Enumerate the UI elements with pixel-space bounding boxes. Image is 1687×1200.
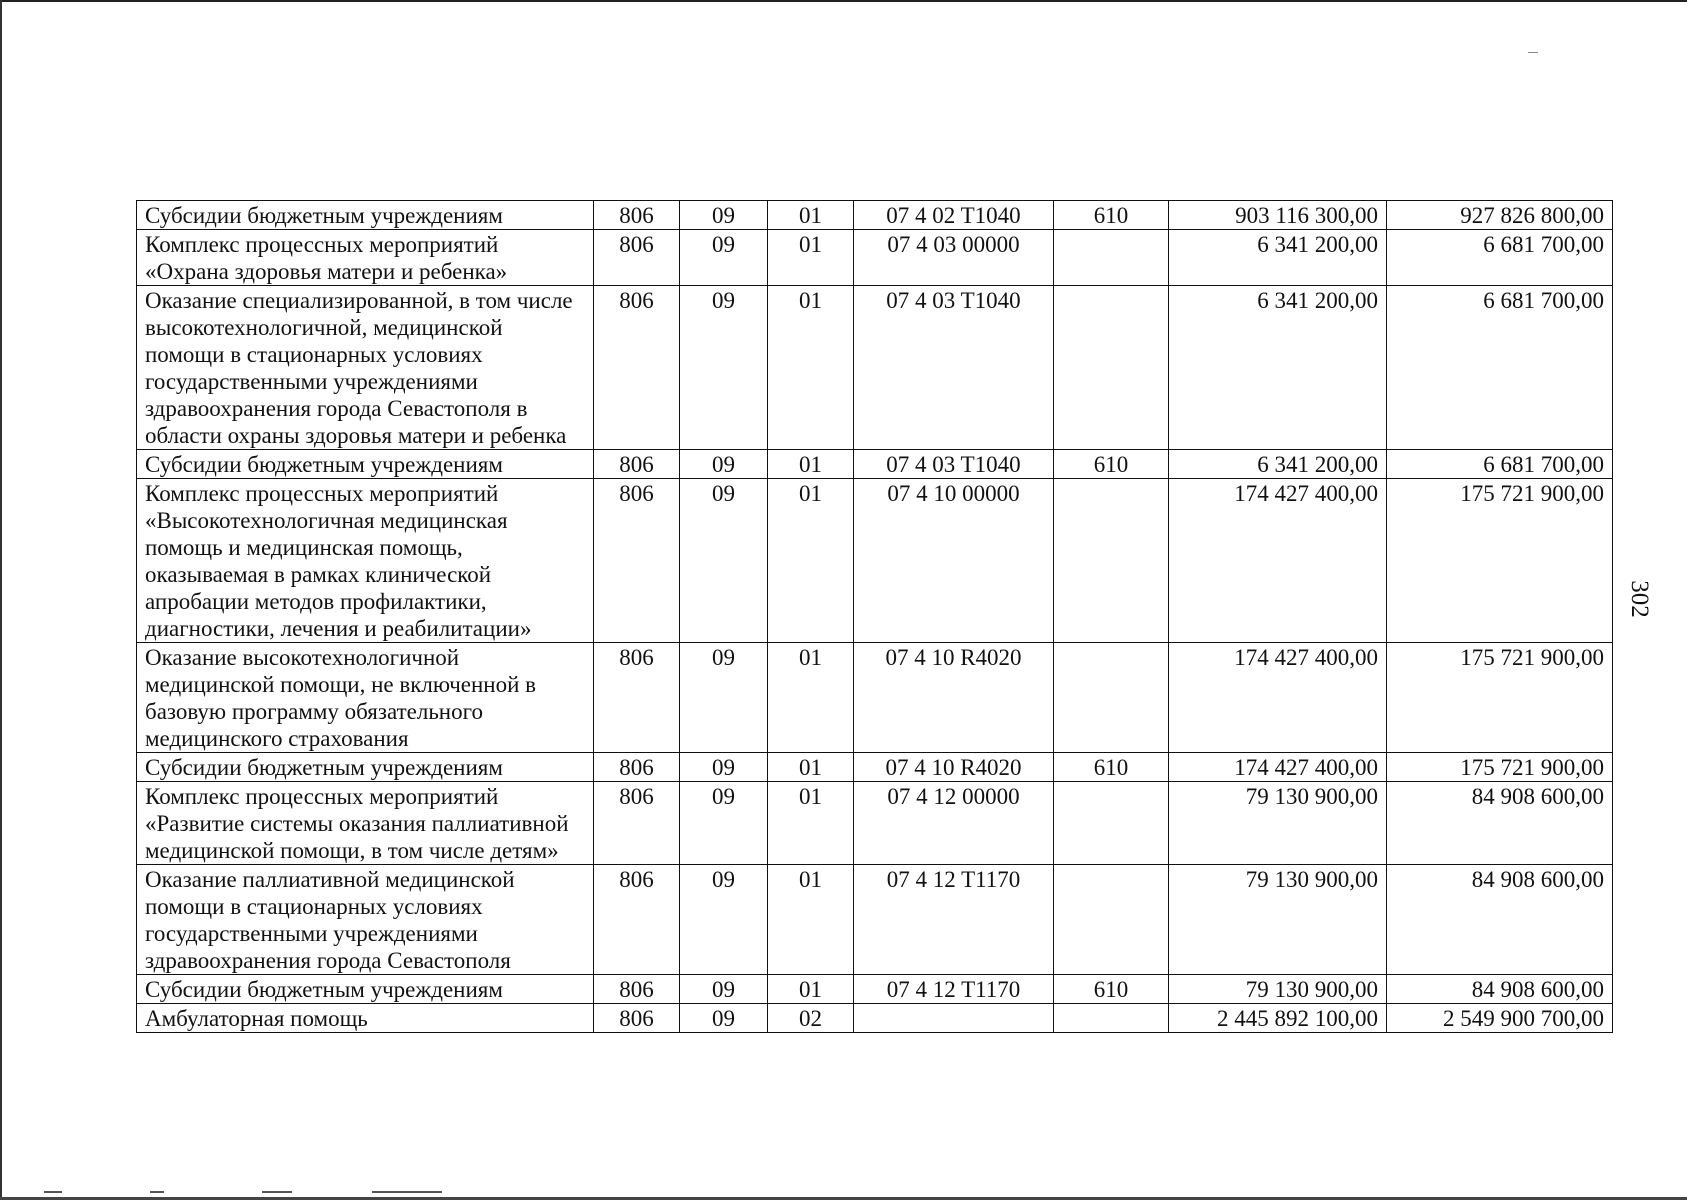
cell-amount-year-2: 6 681 700,00 [1387,450,1613,479]
cell-ministry-code: 806 [594,1004,680,1033]
cell-section: 09 [680,201,768,230]
cell-expense-type [1054,865,1169,975]
scan-mark [44,1191,62,1193]
cell-name: Субсидии бюджетным учреждениям [137,753,594,782]
cell-amount-year-2: 84 908 600,00 [1387,782,1613,865]
table-row [137,782,1613,865]
cell-amount-year-2: 84 908 600,00 [1387,865,1613,975]
cell-ministry-code: 806 [594,782,680,865]
table-row [137,450,1613,479]
cell-target-article: 07 4 12 T1170 [854,865,1054,975]
cell-subsection: 02 [768,1004,854,1033]
cell-target-article: 07 4 03 T1040 [854,286,1054,450]
cell-amount-year-2: 175 721 900,00 [1387,753,1613,782]
cell-amount-year-2: 2 549 900 700,00 [1387,1004,1613,1033]
cell-amount-year-1: 79 130 900,00 [1169,975,1387,1004]
budget-table-body [137,201,1613,1033]
cell-amount-year-1: 903 116 300,00 [1169,201,1387,230]
cell-section: 09 [680,286,768,450]
cell-subsection: 01 [768,450,854,479]
cell-ministry-code: 806 [594,201,680,230]
cell-ministry-code: 806 [594,230,680,286]
cell-expense-type [1054,479,1169,643]
cell-ministry-code: 806 [594,450,680,479]
table-row [137,643,1613,753]
cell-amount-year-1: 79 130 900,00 [1169,782,1387,865]
cell-subsection: 01 [768,643,854,753]
table-row [137,975,1613,1004]
cell-target-article: 07 4 12 T1170 [854,975,1054,1004]
cell-ministry-code: 806 [594,753,680,782]
cell-name: Субсидии бюджетным учреждениям [137,975,594,1004]
cell-expense-type [1054,782,1169,865]
cell-section: 09 [680,1004,768,1033]
cell-amount-year-1: 2 445 892 100,00 [1169,1004,1387,1033]
cell-name: Комплекс процессных мероприятий «Охрана здоровья матери и ребенка» [137,230,594,286]
cell-subsection: 01 [768,975,854,1004]
table-row [137,230,1613,286]
cell-target-article: 07 4 02 T1040 [854,201,1054,230]
table-row [137,286,1613,450]
budget-table [136,200,1613,1033]
cell-expense-type [1054,1004,1169,1033]
table-row [137,201,1613,230]
scan-mark [372,1191,442,1193]
cell-section: 09 [680,865,768,975]
cell-section: 09 [680,230,768,286]
page-top-border [0,0,1687,2]
cell-name: Комплекс процессных мероприятий «Развитие системы оказания паллиативной медицинской помощи, в том числе детям» [137,782,594,865]
cell-name: Субсидии бюджетным учреждениям [137,201,594,230]
cell-expense-type [1054,286,1169,450]
cell-expense-type [1054,230,1169,286]
table-row [137,753,1613,782]
cell-section: 09 [680,450,768,479]
cell-target-article: 07 4 03 T1040 [854,450,1054,479]
cell-name: Оказание высокотехнологичной медицинской помощи, не включенной в базовую программу обязательного медицинского страхования [137,643,594,753]
cell-ministry-code: 806 [594,286,680,450]
cell-subsection: 01 [768,479,854,643]
cell-ministry-code: 806 [594,865,680,975]
cell-name: Комплекс процессных мероприятий «Высокотехнологичная медицинская помощь и медицинская помощь, оказываемая в рамках клинической апробации методов профилактики, диагностики, лечения и реабилитации» [137,479,594,643]
cell-name: Амбулаторная помощь [137,1004,594,1033]
cell-target-article: 07 4 12 00000 [854,782,1054,865]
cell-amount-year-1: 79 130 900,00 [1169,865,1387,975]
cell-name: Оказание специализированной, в том числе высокотехнологичной, медицинской помощи в стационарных условиях государственными учреждениями здравоохранения города Севастополя в области охраны здоровья матери и ребенка [137,286,594,450]
table-row [137,1004,1613,1033]
cell-amount-year-2: 175 721 900,00 [1387,643,1613,753]
scan-mark [262,1191,292,1193]
cell-subsection: 01 [768,782,854,865]
cell-amount-year-1: 174 427 400,00 [1169,753,1387,782]
cell-amount-year-1: 6 341 200,00 [1169,230,1387,286]
table-row [137,479,1613,643]
page-left-border [0,0,2,1200]
cell-section: 09 [680,643,768,753]
cell-amount-year-1: 6 341 200,00 [1169,450,1387,479]
cell-subsection: 01 [768,865,854,975]
cell-amount-year-1: 6 341 200,00 [1169,286,1387,450]
cell-expense-type: 610 [1054,753,1169,782]
cell-subsection: 01 [768,753,854,782]
cell-expense-type: 610 [1054,975,1169,1004]
cell-ministry-code: 806 [594,479,680,643]
cell-target-article: 07 4 03 00000 [854,230,1054,286]
cell-ministry-code: 806 [594,643,680,753]
cell-section: 09 [680,753,768,782]
cell-target-article [854,1004,1054,1033]
table-row [137,865,1613,975]
scan-speck [1528,52,1538,53]
cell-expense-type: 610 [1054,450,1169,479]
cell-target-article: 07 4 10 00000 [854,479,1054,643]
cell-amount-year-2: 84 908 600,00 [1387,975,1613,1004]
cell-amount-year-2: 175 721 900,00 [1387,479,1613,643]
cell-expense-type: 610 [1054,201,1169,230]
cell-amount-year-1: 174 427 400,00 [1169,479,1387,643]
cell-name: Оказание паллиативной медицинской помощи в стационарных условиях государственными учреждениями здравоохранения города Севастополя [137,865,594,975]
cell-target-article: 07 4 10 R4020 [854,643,1054,753]
cell-name: Субсидии бюджетным учреждениям [137,450,594,479]
scan-mark [150,1191,164,1193]
cell-section: 09 [680,975,768,1004]
cell-target-article: 07 4 10 R4020 [854,753,1054,782]
cell-expense-type [1054,643,1169,753]
cell-amount-year-2: 927 826 800,00 [1387,201,1613,230]
cell-section: 09 [680,782,768,865]
cell-amount-year-2: 6 681 700,00 [1387,286,1613,450]
cell-ministry-code: 806 [594,975,680,1004]
cell-section: 09 [680,479,768,643]
cell-subsection: 01 [768,230,854,286]
page-number: 302 [1625,580,1653,618]
cell-subsection: 01 [768,201,854,230]
cell-amount-year-1: 174 427 400,00 [1169,643,1387,753]
cell-subsection: 01 [768,286,854,450]
cell-amount-year-2: 6 681 700,00 [1387,230,1613,286]
